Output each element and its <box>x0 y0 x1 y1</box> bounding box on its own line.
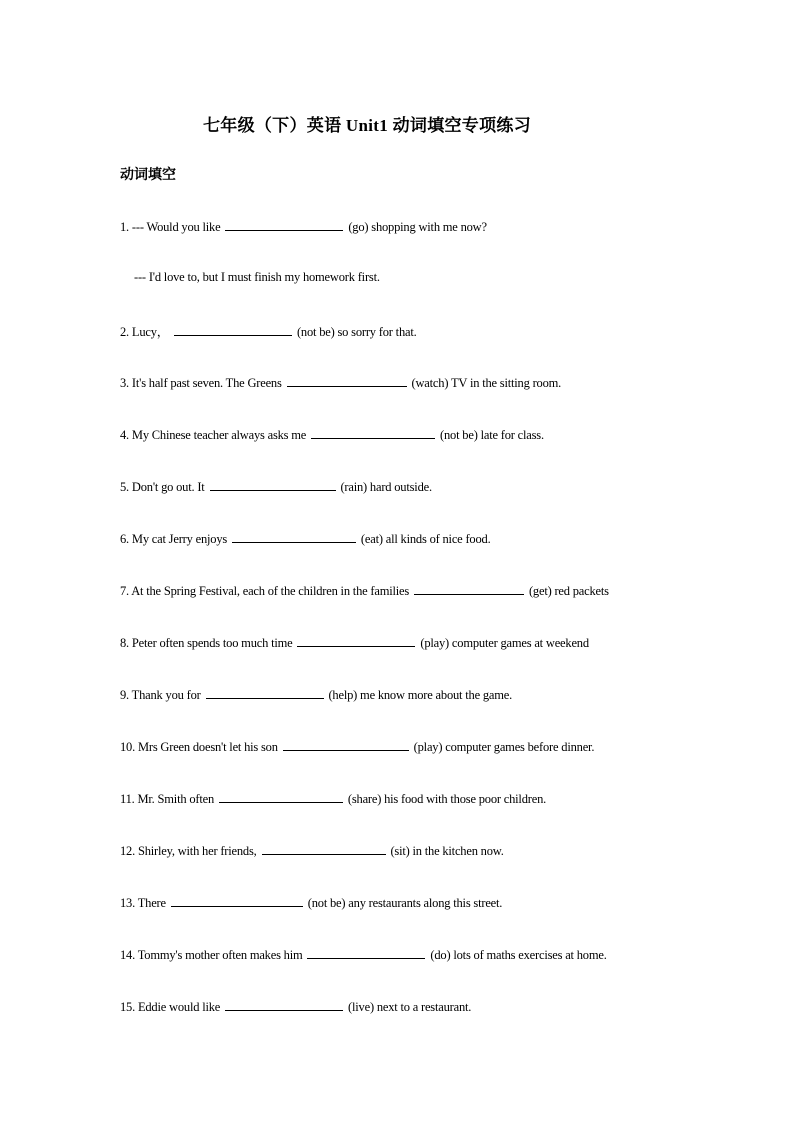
question-text: 10. Mrs Green doesn't let his son <box>120 740 278 754</box>
question-12 <box>120 842 504 859</box>
question-15 <box>120 998 471 1015</box>
answer-blank[interactable] <box>311 426 435 439</box>
question-text: 15. Eddie would like <box>120 1000 221 1014</box>
answer-blank[interactable] <box>297 634 415 647</box>
question-hint: (not be) so sorry for that. <box>296 325 417 339</box>
question-hint: (help) me know more about the game. <box>328 688 513 702</box>
question-text: 12. Shirley, with her friends, <box>120 844 257 858</box>
question-text: 5. Don't go out. It <box>120 480 205 494</box>
question-text: 14. Tommy's mother often makes him <box>120 948 303 962</box>
answer-blank[interactable] <box>262 842 386 855</box>
question-hint: (not be) late for class. <box>440 428 544 442</box>
question-text: 11. Mr. Smith often <box>120 792 215 806</box>
answer-blank[interactable] <box>414 582 524 595</box>
answer-blank[interactable] <box>225 218 343 231</box>
question-hint: (not be) any restaurants along this street. <box>307 896 503 910</box>
answer-blank[interactable] <box>219 790 343 803</box>
question-7 <box>120 582 609 599</box>
question-1-response <box>134 270 380 285</box>
question-4 <box>120 426 544 443</box>
answer-blank[interactable] <box>225 998 343 1011</box>
question-hint: (play) computer games before dinner. <box>413 740 595 754</box>
question-8 <box>120 634 589 651</box>
question-hint: (eat) all kinds of nice food. <box>360 532 491 546</box>
question-hint: (go) shopping with me now? <box>348 220 487 234</box>
answer-blank[interactable] <box>171 894 303 907</box>
question-text: 9. Thank you for <box>120 688 201 702</box>
question-text: 6. My cat Jerry enjoys <box>120 532 228 546</box>
question-hint: (get) red packets <box>528 584 609 598</box>
question-3 <box>120 374 561 391</box>
question-11 <box>120 790 546 807</box>
question-hint: (watch) TV in the sitting room. <box>411 376 562 390</box>
question-5 <box>120 478 432 495</box>
page-title: 七年级（下）英语 Unit1 动词填空专项练习 <box>202 116 531 135</box>
question-text: 13. There <box>120 896 166 910</box>
question-10 <box>120 738 594 755</box>
question-text: --- I'd love to, but I must finish my homework first. <box>134 270 380 284</box>
question-hint: (live) next to a restaurant. <box>348 1000 472 1014</box>
question-hint: (share) his food with those poor children. <box>347 792 547 806</box>
question-9 <box>120 686 512 703</box>
question-14 <box>120 946 607 963</box>
question-hint: (rain) hard outside. <box>340 480 432 494</box>
answer-blank[interactable] <box>174 323 292 336</box>
question-1 <box>120 218 487 235</box>
answer-blank[interactable] <box>210 478 336 491</box>
question-6 <box>120 530 491 547</box>
question-13 <box>120 894 502 911</box>
question-hint: (play) computer games at weekend <box>420 636 589 650</box>
question-hint: (sit) in the kitchen now. <box>390 844 504 858</box>
question-text: 2. Lucy， <box>120 325 170 339</box>
answer-blank[interactable] <box>232 530 356 543</box>
question-text: 1. --- Would you like <box>120 220 221 234</box>
question-text: 7. At the Spring Festival, each of the children in the families <box>120 584 410 598</box>
answer-blank[interactable] <box>287 374 407 387</box>
question-hint: (do) lots of maths exercises at home. <box>430 948 607 962</box>
section-heading: 动词填空 <box>120 168 176 183</box>
question-text: 8. Peter often spends too much time <box>120 636 293 650</box>
answer-blank[interactable] <box>307 946 425 959</box>
answer-blank[interactable] <box>206 686 324 699</box>
question-2 <box>120 322 417 340</box>
question-text: 3. It's half past seven. The Greens <box>120 376 282 390</box>
question-text: 4. My Chinese teacher always asks me <box>120 428 307 442</box>
answer-blank[interactable] <box>283 738 409 751</box>
